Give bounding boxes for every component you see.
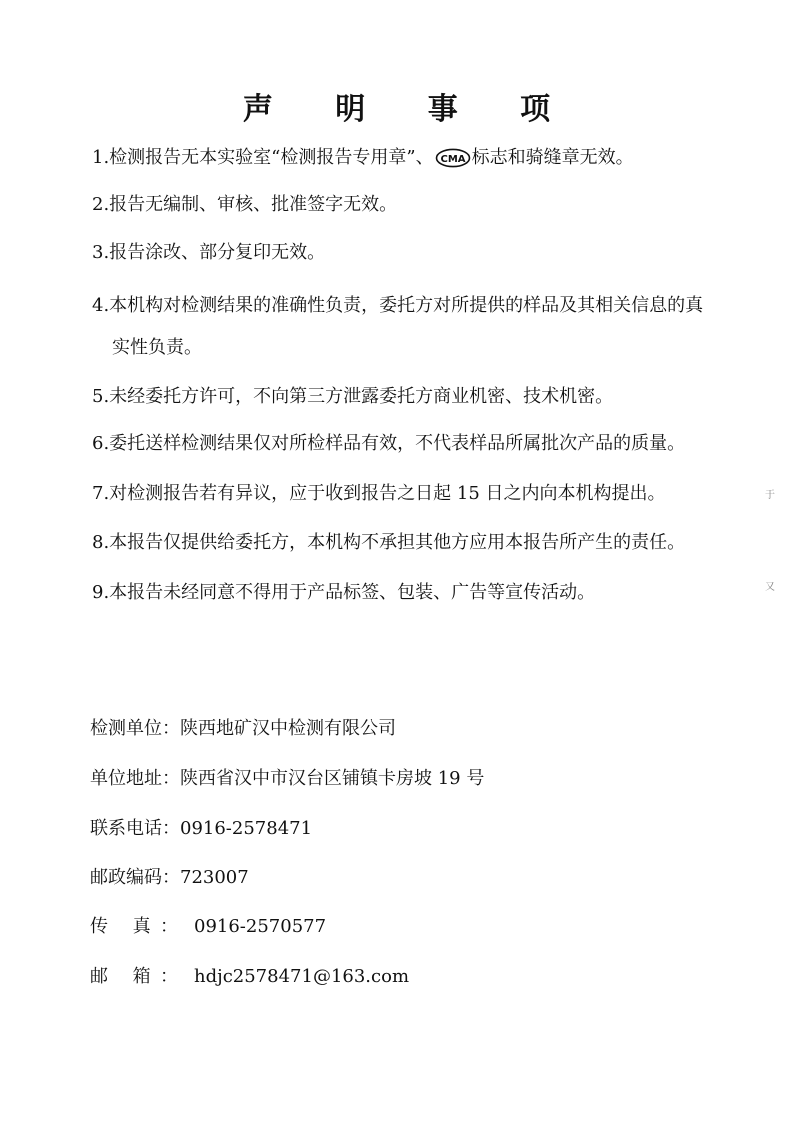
cma-logo [435, 148, 471, 168]
address-value: 陕西省汉中市汉台区铺镇卡房坡 19 号 [180, 768, 485, 789]
unit-value: 陕西地矿汉中检测有限公司 [180, 718, 396, 739]
contact-unit [90, 717, 396, 741]
margin-stamp-mark-1: 于 [765, 490, 775, 501]
statement-9: 9.本报告未经同意不得用于产品标签、包装、广告等宣传活动。 [92, 582, 596, 603]
statement-8: 8.本报告仅提供给委托方，本机构不承担其他方应用本报告所产生的责任。 [92, 532, 686, 553]
phone-label: 联系电话： [90, 818, 180, 839]
unit-label: 检测单位： [90, 718, 180, 739]
postcode-value: 723007 [180, 867, 249, 888]
contact-address [90, 767, 484, 791]
statement-7: 7.对检测报告若有异议，应于收到报告之日起 15 日之内向本机构提出。 [92, 483, 666, 504]
statement-4-line-2: 实性负责。 [112, 337, 202, 358]
margin-stamp-mark-2: 又 [765, 582, 775, 593]
statement-1-text-start: 1.检测报告无本实验室“检测报告专用章”、 [92, 147, 434, 168]
contact-fax [90, 915, 326, 939]
statement-4 [92, 285, 742, 369]
statement-2: 2.报告无编制、审核、批准签字无效。 [92, 194, 398, 215]
address-label: 单位地址： [90, 768, 180, 789]
statement-1-text-end: 标志和骑缝章无效。 [471, 147, 634, 168]
statement-5: 5.未经委托方许可，不向第三方泄露委托方商业机密、技术机密。 [92, 386, 614, 407]
statement-4-line-1: 4.本机构对检测结果的准确性负责，委托方对所提供的样品及其相关信息的真 [92, 295, 704, 316]
svg-text:CMA: CMA [440, 154, 466, 165]
fax-label: 传 真： [90, 916, 178, 937]
contact-email [90, 965, 409, 989]
email-label: 邮 箱： [90, 966, 178, 987]
statement-3: 3.报告涂改、部分复印无效。 [92, 242, 326, 263]
postcode-label: 邮政编码： [90, 867, 180, 888]
email-value: hdjc2578471@163.com [194, 966, 410, 987]
statement-1 [92, 137, 742, 179]
fax-value: 0916-2570577 [194, 916, 327, 937]
phone-value: 0916-2578471 [180, 818, 313, 839]
page-title: 声 明 事 项 [242, 92, 577, 127]
contact-phone [90, 817, 312, 841]
contact-postcode [90, 866, 249, 890]
statement-6: 6.委托送样检测结果仅对所检样品有效，不代表样品所属批次产品的质量。 [92, 433, 686, 454]
